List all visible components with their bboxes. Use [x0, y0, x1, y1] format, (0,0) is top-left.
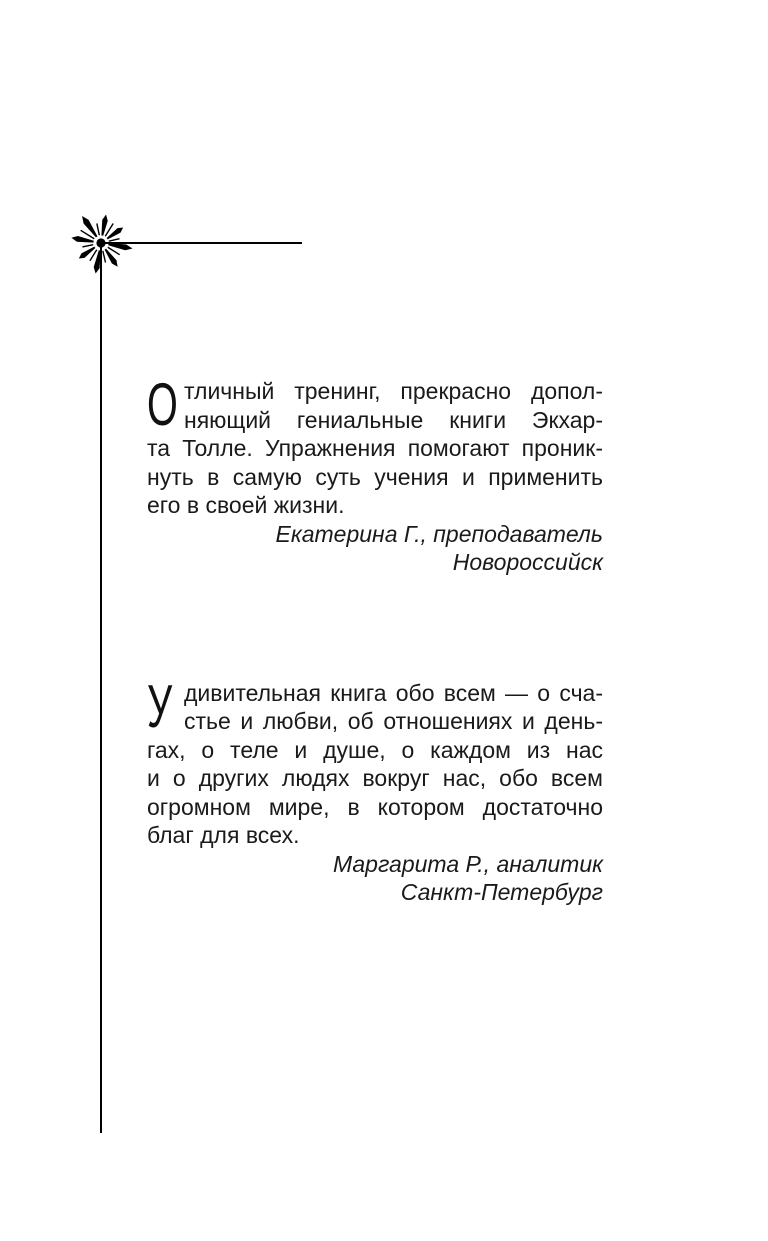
quote-line: стье и любви, об отношениях и день- — [184, 708, 603, 734]
testimonials-column — [147, 371, 603, 906]
quote-line: благ для всех. — [147, 822, 300, 848]
quote-line: няющий гениальные книги Экхар- — [184, 406, 603, 433]
vertical-rule — [100, 243, 102, 1133]
attribution-city: Санкт-Петербург — [400, 878, 603, 905]
attribution — [147, 850, 603, 906]
testimonial-2 — [147, 672, 603, 906]
quote-line: огромном мире, в котором достаточно — [147, 793, 603, 820]
quote-line: гах, о теле и душе, о каждом из нас — [147, 736, 603, 763]
attribution — [147, 520, 603, 576]
attribution-city: Новороссийск — [452, 548, 603, 575]
quote-line: тличный тренинг, прекрасно допол- — [184, 378, 603, 404]
dropcap-letter: О — [147, 371, 178, 438]
horizontal-rule — [101, 242, 302, 244]
testimonial-1 — [147, 371, 603, 576]
quote-line: его в своей жизни. — [147, 492, 345, 518]
quote-line: та Толле. Упражнения помогают проник- — [147, 435, 603, 461]
attribution-name: Екатерина Г., преподаватель — [275, 520, 603, 547]
quote-line: и о других людях вокруг нас, обо всем — [147, 765, 603, 791]
quote-line: нуть в самую суть учения и применить — [147, 463, 603, 490]
dropcap-letter: У — [147, 672, 173, 740]
quote-line: дивительная книга обо всем — о сча- — [184, 679, 603, 706]
attribution-name: Маргарита Р., аналитик — [332, 850, 603, 877]
